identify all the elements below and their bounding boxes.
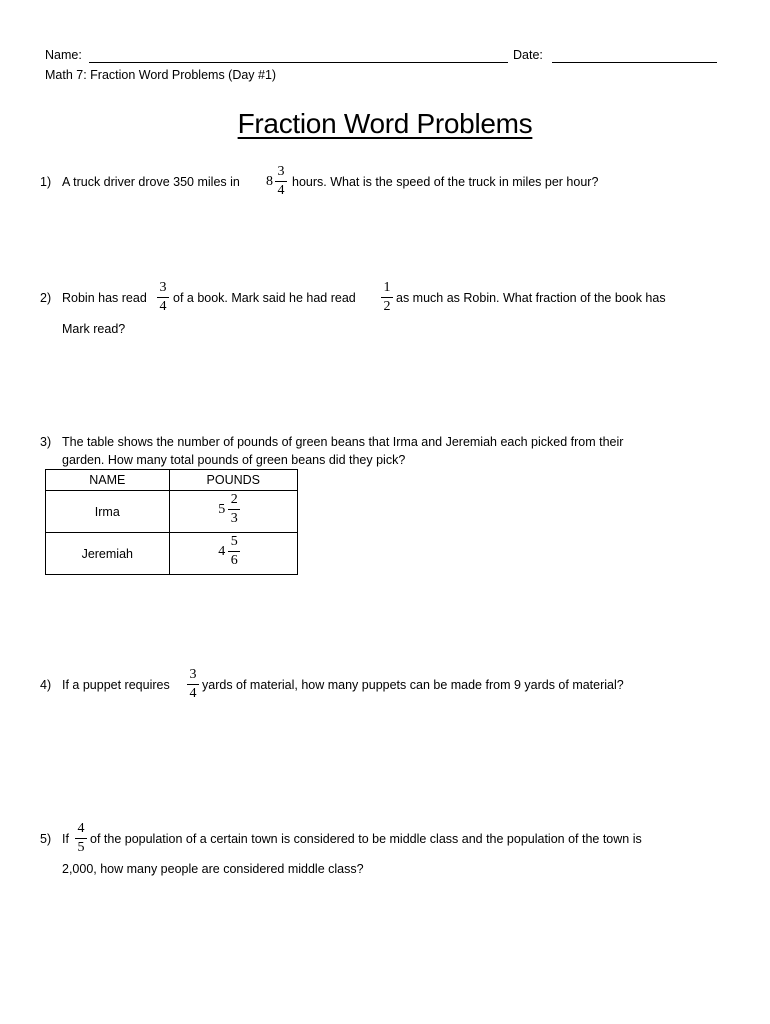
problem-text: Mark read?	[62, 322, 126, 336]
problem-text: If a puppet requires	[62, 678, 170, 692]
problem-text: garden. How many total pounds of green beans did they pick?	[62, 453, 406, 467]
fraction: 3 4	[157, 281, 169, 314]
fraction: 3 4	[187, 668, 199, 701]
fraction: 1 2	[381, 281, 393, 314]
date-label: Date:	[513, 48, 543, 62]
problem-text: hours. What is the speed of the truck in miles per hour?	[292, 175, 599, 189]
fraction: 3 4	[275, 165, 287, 198]
problem-number: 2)	[40, 291, 52, 305]
problem-text: Robin has read	[62, 291, 147, 305]
table-row	[46, 533, 298, 575]
problem-text: 2,000, how many people are considered middle class?	[62, 862, 364, 876]
problem-number: 1)	[40, 175, 52, 189]
name-cell: Irma	[46, 491, 170, 533]
problem-number: 4)	[40, 678, 52, 692]
problem-text: yards of material, how many puppets can be made from 9 yards of material?	[202, 678, 624, 692]
fraction: 5 6	[228, 535, 240, 568]
mixed-whole: 4	[218, 544, 226, 559]
table-row	[46, 491, 298, 533]
pounds-cell	[169, 533, 297, 575]
problem-text: of the population of a certain town is considered to be middle class and the population of the town is	[90, 832, 642, 846]
page-title: Fraction Word Problems	[237, 108, 533, 139]
mixed-whole: 8	[266, 174, 273, 189]
name-cell: Jeremiah	[46, 533, 170, 575]
table-header-row	[46, 470, 298, 491]
name-label: Name:	[45, 48, 82, 62]
problem-text: If	[62, 832, 69, 846]
green-beans-table	[45, 469, 298, 575]
pounds-cell	[169, 491, 297, 533]
mixed-whole: 5	[218, 502, 226, 517]
fraction: 2 3	[228, 493, 240, 526]
column-header-pounds: POUNDS	[169, 470, 297, 491]
date-blank-line[interactable]	[552, 62, 717, 63]
problem-number: 3)	[40, 435, 52, 449]
problem-text: The table shows the number of pounds of green beans that Irma and Jeremiah each picked from their	[62, 435, 624, 449]
column-header-name: NAME	[46, 470, 170, 491]
problem-text: A truck driver drove 350 miles in	[62, 175, 240, 189]
problem-text: of a book. Mark said he had read	[173, 291, 356, 305]
problem-text: as much as Robin. What fraction of the book has	[396, 291, 666, 305]
fraction: 4 5	[75, 822, 87, 855]
problem-number: 5)	[40, 832, 52, 846]
name-blank-line[interactable]	[89, 62, 508, 63]
worksheet-subtitle: Math 7: Fraction Word Problems (Day #1)	[45, 68, 277, 82]
